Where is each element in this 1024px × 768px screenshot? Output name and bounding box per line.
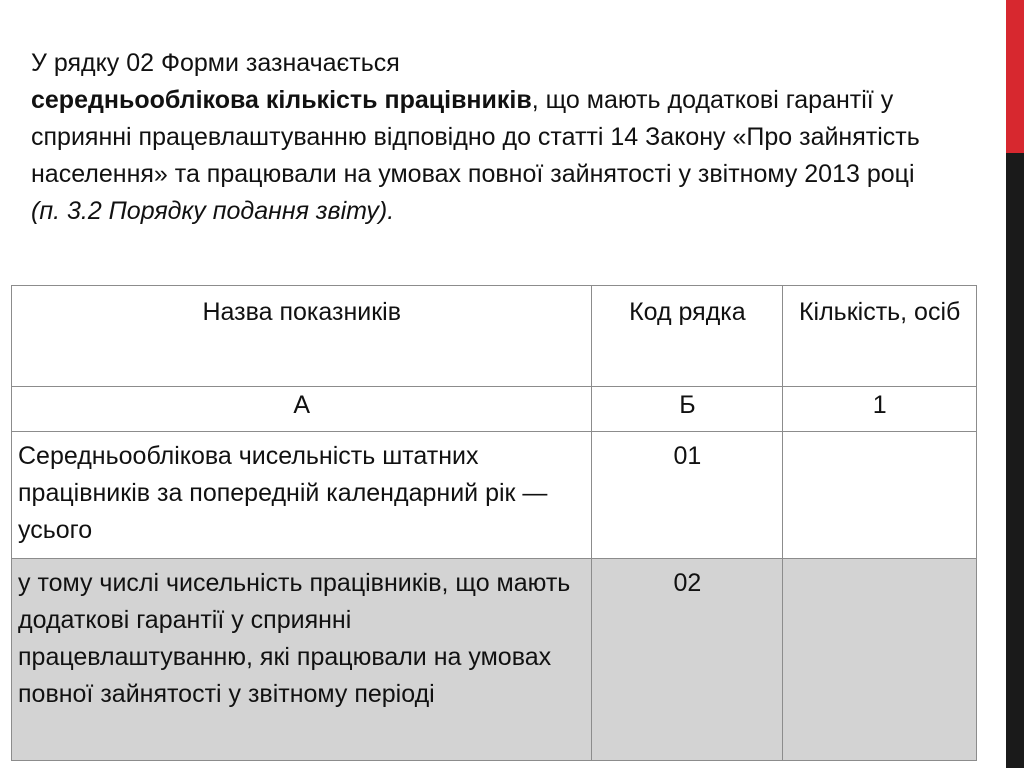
header-name: Назва показників [12,286,592,387]
accent-bar-red [1006,0,1024,153]
report-table [11,285,977,761]
row-01-quantity [783,432,977,559]
accent-bar-dark [1006,153,1024,768]
header-quantity: Кількість, осіб [783,286,977,387]
table-letter-row [12,387,977,432]
intro-reference: (п. 3.2 Порядку подання звіту). [31,197,395,225]
row-01-name: Середньооблікова чисельність штатних працівників за попередній календарний рік — усього [12,432,592,559]
row-02-code: 02 [592,559,783,761]
letter-code: Б [592,387,783,432]
row-02-name: у тому числі чисельність працівників, що мають додаткові гарантії у сприянні працевлаштуванню, які працювали на умовах повної зайнятості у звітному періоді [12,559,592,761]
intro-rest: , що мають додаткові гарантії у сприянні працевлаштуванню відповідно до статті 14 Закону «Про зайнятість населення» та працювали на умовах повної зайнятості у звітному 2013 році [31,86,920,188]
intro-text [31,45,981,230]
letter-name: А [12,387,592,432]
table-header-row [12,286,977,387]
intro-line-start: У рядку 02 Форми зазначається [31,49,400,77]
intro-bold-term: середньооблікова кількість працівників [31,86,532,114]
intro-body [31,82,981,193]
letter-quantity: 1 [783,387,977,432]
table-row [12,432,977,559]
row-02-quantity [783,559,977,761]
table-row [12,559,977,761]
row-01-code: 01 [592,432,783,559]
header-code: Код рядка [592,286,783,387]
